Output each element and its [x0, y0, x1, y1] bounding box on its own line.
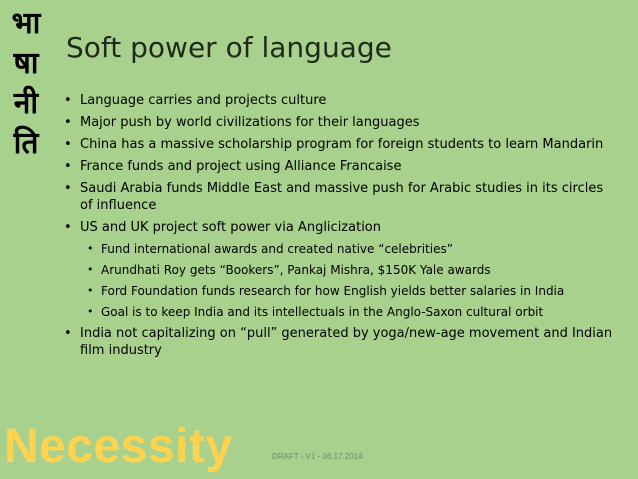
sub-bullet-text: Fund international awards and created native “celebrities”: [101, 242, 453, 256]
bullet-text: Saudi Arabia funds Middle East and massive push for Arabic studies in its circles of influence: [80, 181, 604, 213]
sub-bullet-item: [84, 262, 618, 278]
bullet-dot: •: [64, 326, 72, 341]
vertical-title-char: ति: [13, 126, 39, 161]
bullet-text: Major push by world civilizations for their languages: [80, 115, 420, 130]
necessity-stamp: Necessity: [4, 420, 233, 473]
bullet-dot: •: [64, 93, 72, 108]
bullet-text: France funds and project using Alliance Francaise: [80, 159, 402, 174]
bullet-text: US and UK project soft power via Anglicization: [80, 220, 381, 235]
bullet-item: [64, 219, 618, 320]
vertical-hindi-title: [4, 4, 48, 164]
slide-title: Soft power of language: [66, 31, 392, 64]
bullet-item: [64, 158, 618, 175]
sub-bullet-item: [84, 283, 618, 299]
sub-bullet-text: Arundhati Roy gets “Bookers”, Pankaj Mishra, $150K Yale awards: [101, 263, 491, 277]
sub-bullet-list: [84, 241, 618, 320]
bullet-dot: •: [64, 181, 72, 196]
sub-bullet-dot: •: [87, 263, 94, 276]
bullet-item: [64, 114, 618, 131]
bullet-list: [64, 92, 618, 364]
draft-version-footer: DRAFT - V1 - 06.17.2014: [272, 452, 363, 461]
bullet-text: China has a massive scholarship program for foreign students to learn Mandarin: [80, 137, 604, 152]
bullet-text: Language carries and projects culture: [80, 93, 327, 108]
sub-bullet-item: [84, 304, 618, 320]
bullet-item: [64, 180, 618, 214]
bullet-dot: •: [64, 159, 72, 174]
sub-bullet-dot: •: [87, 284, 94, 297]
sub-bullet-text: Goal is to keep India and its intellectuals in the Anglo-Saxon cultural orbit: [101, 305, 544, 319]
bullet-text: India not capitalizing on “pull” generated by yoga/new-age movement and Indian film industry: [80, 326, 613, 358]
sub-bullet-dot: •: [87, 305, 94, 318]
bullet-dot: •: [64, 137, 72, 152]
bullet-dot: •: [64, 220, 72, 235]
vertical-title-char: नी: [13, 86, 39, 121]
bullet-dot: •: [64, 115, 72, 130]
sub-bullet-text: Ford Foundation funds research for how English yields better salaries in India: [101, 284, 565, 298]
bullet-item: [64, 92, 618, 109]
sub-bullet-item: [84, 241, 618, 257]
bullet-item: [64, 325, 618, 359]
vertical-title-char: षा: [13, 46, 39, 81]
bullet-item: [64, 136, 618, 153]
sub-bullet-dot: •: [87, 242, 94, 255]
vertical-title-char: भा: [11, 6, 41, 41]
